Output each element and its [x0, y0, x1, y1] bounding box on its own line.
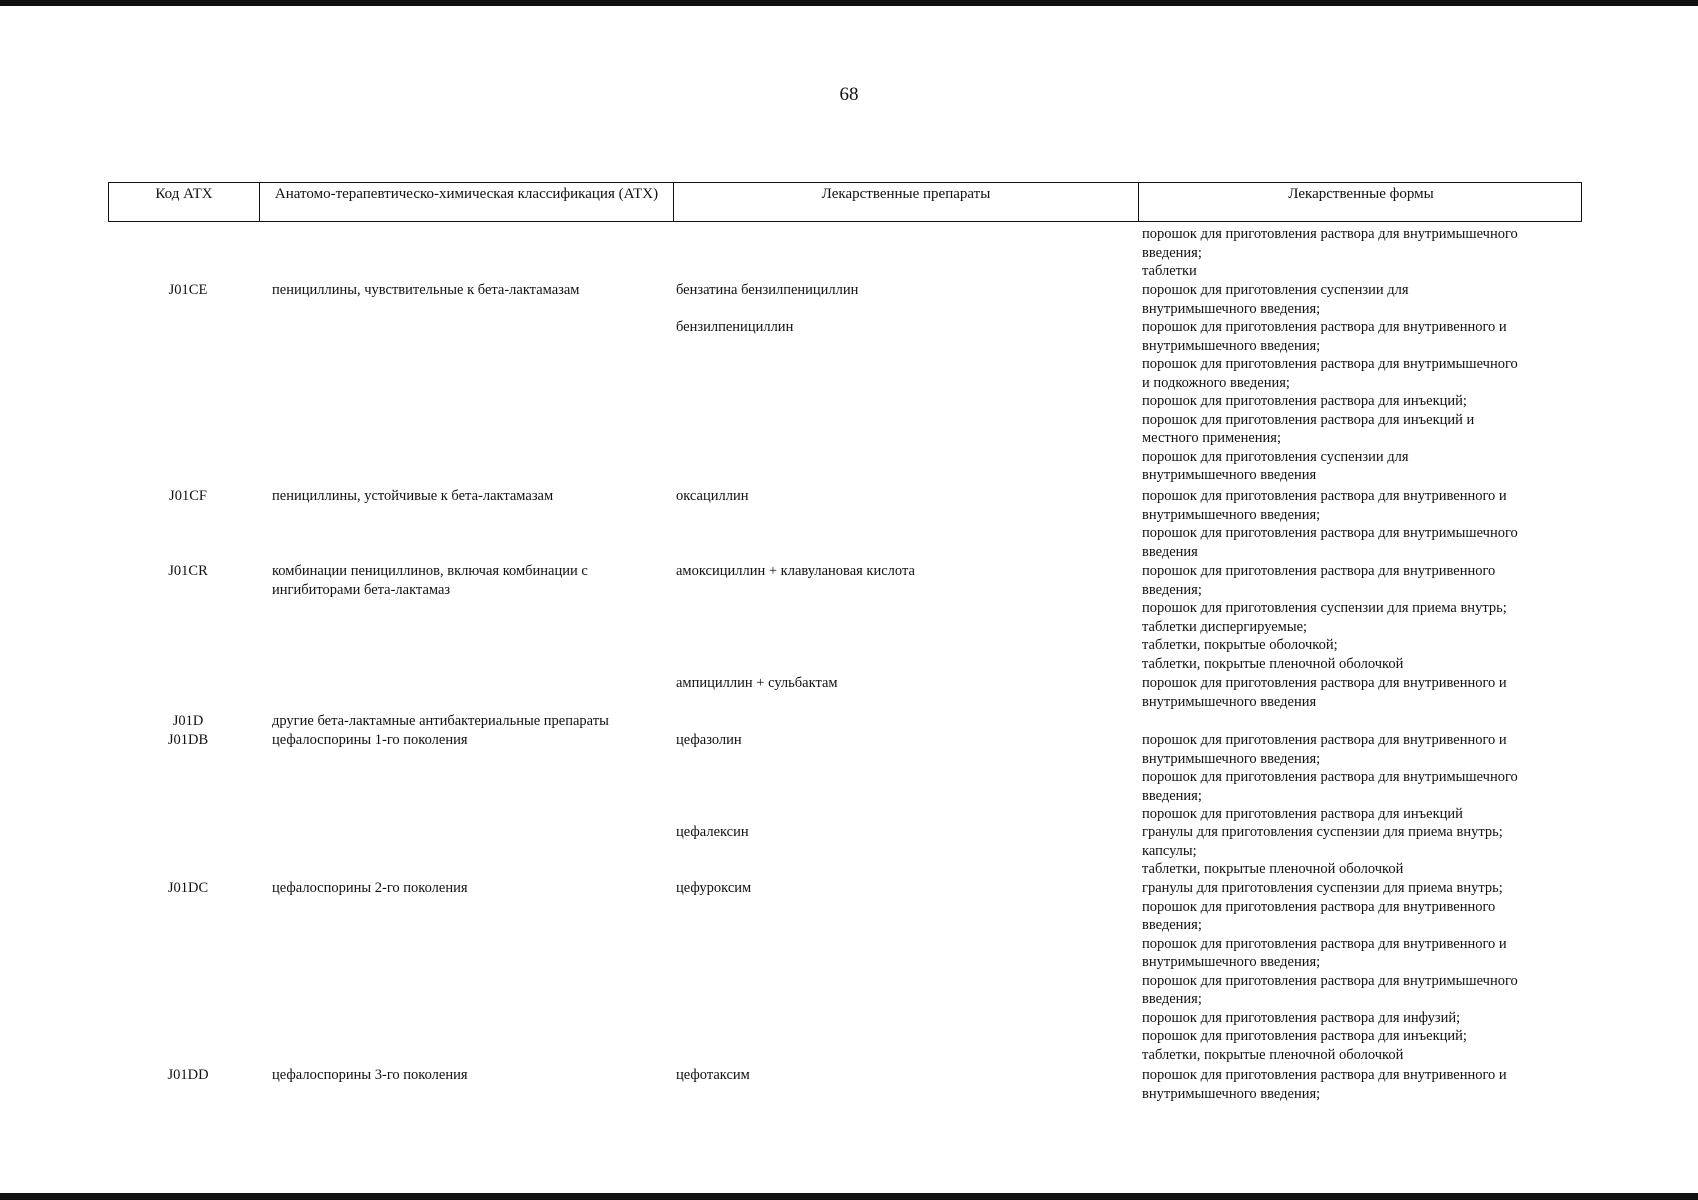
- dosage-forms: [1142, 281, 1582, 318]
- drug-name: бензилпенициллин: [676, 319, 794, 335]
- dosage-forms: [1142, 731, 1582, 824]
- drug-name: бензатина бензилпенициллин: [676, 282, 859, 298]
- dosage-forms: [1142, 1066, 1582, 1103]
- atc-classification: комбинации пенициллинов, включая комбинации с ингибиторами бета-лактамаз: [272, 563, 588, 598]
- atc-classification: другие бета-лактамные антибактериальные препараты: [272, 713, 609, 729]
- dosage-form-line: внутримышечного введения;: [1142, 954, 1321, 970]
- atc-code: J01DC: [167, 880, 209, 896]
- dosage-forms: [1142, 879, 1582, 1064]
- dosage-form-line: введения: [1142, 543, 1198, 560]
- dosage-form-line: внутримышечного введения;: [1142, 1085, 1321, 1102]
- dosage-forms: [1142, 487, 1582, 561]
- dosage-forms: [1142, 674, 1582, 711]
- drug-name: цефазолин: [676, 732, 742, 748]
- dosage-form-line: порошок для приготовления раствора для внутривенного и: [1142, 488, 1507, 504]
- dosage-form-line: порошок для приготовления раствора для инфузий;: [1142, 1009, 1461, 1026]
- dosage-form-line: внутримышечного введения;: [1142, 300, 1321, 317]
- dosage-form-line: порошок для приготовления раствора для внутривенного и: [1142, 935, 1507, 952]
- drug-name: цефалексин: [676, 824, 749, 840]
- drug-name: цефуроксим: [676, 880, 752, 896]
- dosage-form-line: таблетки, покрытые пленочной оболочкой: [1142, 1046, 1404, 1063]
- dosage-form-line: таблетки диспергируемые;: [1142, 618, 1308, 635]
- dosage-forms: [1142, 562, 1582, 673]
- atc-code: J01CF: [169, 488, 207, 504]
- drug-name: оксациллин: [676, 488, 749, 504]
- atc-code: J01DD: [167, 1067, 209, 1083]
- drug-name: амоксициллин + клавулановая кислота: [676, 563, 915, 579]
- atc-classification: пенициллины, устойчивые к бета-лактамазам: [272, 488, 554, 504]
- atc-code: J01DB: [167, 732, 209, 748]
- dosage-form-line: таблетки, покрытые пленочной оболочкой: [1142, 655, 1404, 672]
- dosage-form-line: порошок для приготовления раствора для внутримышечного: [1142, 972, 1518, 989]
- dosage-form-line: таблетки, покрытые пленочной оболочкой: [1142, 861, 1404, 877]
- dosage-form-line: порошок для приготовления раствора для инъекций и: [1142, 411, 1475, 428]
- drug-name: цефотаксим: [676, 1067, 750, 1083]
- dosage-form-line: гранулы для приготовления суспензии для приема внутрь;: [1142, 824, 1503, 840]
- dosage-form-line: порошок для приготовления раствора для внутривенного и: [1142, 732, 1507, 748]
- dosage-form-line: порошок для приготовления раствора для внутривенного: [1142, 898, 1496, 915]
- atc-classification: цефалоспорины 2-го поколения: [272, 880, 468, 896]
- dosage-form-line: внутримышечного введения;: [1142, 750, 1321, 767]
- dosage-form-line: порошок для приготовления суспензии для приема внутрь;: [1142, 600, 1507, 616]
- dosage-form-line: порошок для приготовления раствора для внутримышечного: [1142, 226, 1518, 242]
- dosage-form-line: порошок для приготовления раствора для внутривенного и: [1142, 675, 1507, 691]
- atc-code: J01D: [172, 713, 204, 729]
- dosage-form-line: порошок для приготовления раствора для внутривенного: [1142, 563, 1496, 579]
- dosage-form-line: гранулы для приготовления суспензии для приема внутрь;: [1142, 880, 1503, 896]
- dosage-form-line: порошок для приготовления раствора для инъекций;: [1142, 1028, 1467, 1044]
- dosage-form-line: порошок для приготовления раствора для внутримышечного: [1142, 769, 1518, 785]
- dosage-form-line: порошок для приготовления раствора для внутривенного и: [1142, 319, 1507, 335]
- dosage-form-line: порошок для приготовления раствора для внутривенного и: [1142, 1067, 1507, 1083]
- dosage-forms: [1142, 318, 1582, 485]
- drug-name: ампициллин + сульбактам: [676, 675, 838, 691]
- dosage-forms: [1142, 225, 1582, 281]
- dosage-form-line: внутримышечного введения: [1142, 467, 1317, 483]
- atc-classification: цефалоспорины 1-го поколения: [272, 732, 468, 748]
- atc-code: J01CE: [168, 282, 208, 298]
- atc-classification: пенициллины, чувствительные к бета-лактамазам: [272, 282, 580, 298]
- dosage-form-line: местного применения;: [1142, 430, 1282, 446]
- header-code: Код АТХ: [109, 183, 260, 221]
- dosage-form-line: порошок для приготовления раствора для инъекций;: [1142, 393, 1467, 409]
- dosage-form-line: внутримышечного введения: [1142, 693, 1317, 710]
- dosage-form-line: внутримышечного введения;: [1142, 506, 1321, 523]
- dosage-form-line: порошок для приготовления суспензии для: [1142, 282, 1409, 298]
- dosage-forms: [1142, 823, 1582, 879]
- dosage-form-line: введения;: [1142, 991, 1202, 1007]
- dosage-form-line: и подкожного введения;: [1142, 374, 1290, 391]
- dosage-form-line: введения;: [1142, 581, 1202, 598]
- dosage-form-line: таблетки: [1142, 263, 1197, 279]
- dosage-form-line: введения;: [1142, 787, 1202, 804]
- page-number: 68: [839, 84, 859, 105]
- dosage-form-line: капсулы;: [1142, 842, 1197, 859]
- header-drugs: Лекарственные препараты: [674, 183, 1139, 221]
- dosage-form-line: порошок для приготовления раствора для внутримышечного: [1142, 525, 1518, 541]
- dosage-form-line: порошок для приготовления суспензии для: [1142, 448, 1409, 465]
- dosage-form-line: внутримышечного введения;: [1142, 337, 1321, 354]
- dosage-form-line: таблетки, покрытые оболочкой;: [1142, 637, 1338, 653]
- dosage-form-line: введения;: [1142, 917, 1202, 933]
- dosage-form-line: порошок для приготовления раствора для внутримышечного: [1142, 356, 1518, 372]
- atc-code: J01CR: [168, 563, 208, 579]
- header-classification: Анатомо-терапевтическо-химическая классификация (АТХ): [260, 183, 674, 221]
- dosage-form-line: введения;: [1142, 244, 1202, 261]
- atc-classification: цефалоспорины 3-го поколения: [272, 1067, 468, 1083]
- header-forms: Лекарственные формы: [1288, 186, 1434, 202]
- dosage-form-line: порошок для приготовления раствора для инъекций: [1142, 806, 1463, 822]
